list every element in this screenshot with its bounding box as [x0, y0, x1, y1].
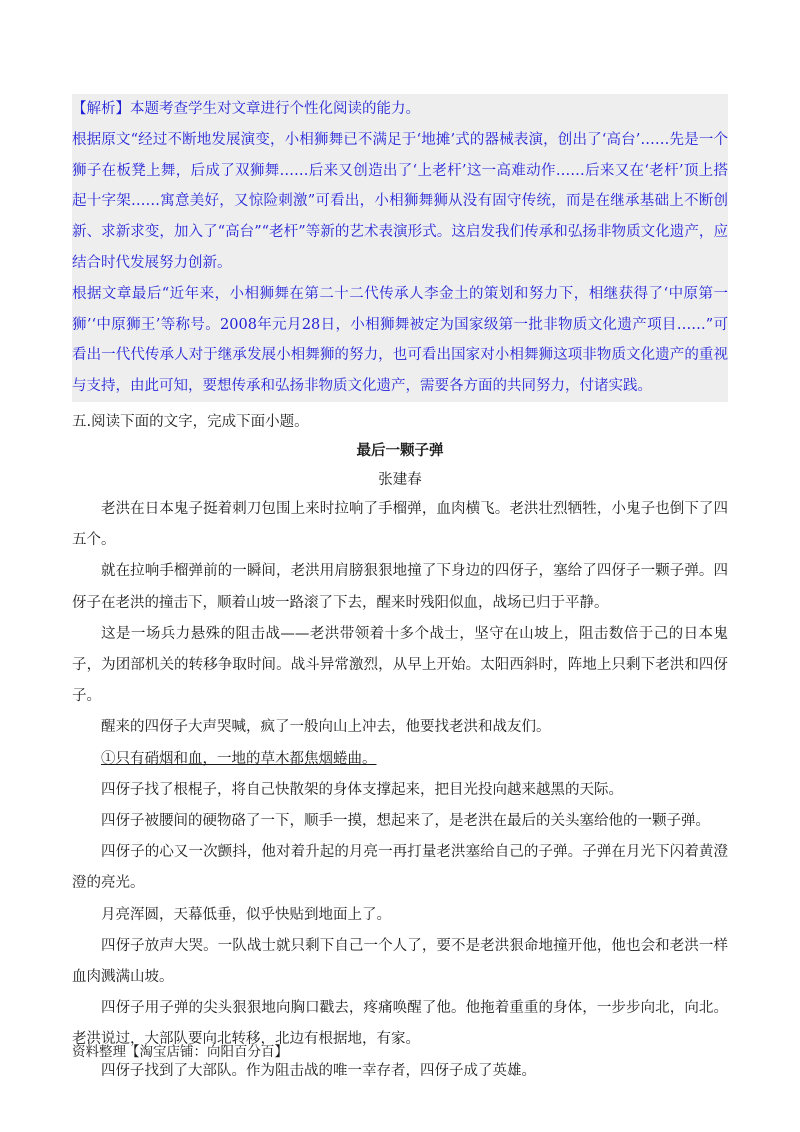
analysis-heading: 【解析】本题考查学生对文章进行个性化阅读的能力。 [72, 101, 420, 117]
story-paragraph: 四伢子找了根棍子，将自己快散架的身体支撑起来，把目光投向越来越黑的天际。 [101, 781, 623, 798]
story-paragraph: 醒来的四伢子大声哭喊，疯了一般向山上冲去，他要找老洪和战友们。 [101, 719, 551, 736]
story-title: 最后一颗子弹 [356, 442, 444, 459]
story-paragraph: 四伢子的心又一次颤抖，他对着升起的月亮一再打量老洪塞给自己的子弹。子弹在月光下闪着黄澄澄的亮光。 [72, 844, 728, 892]
story-body [72, 494, 728, 1087]
section-heading: 五.阅读下面的文字，完成下面小题。 [72, 414, 309, 430]
story-paragraph: 就在拉响手榴弹前的一瞬间，老洪用肩膀狠狠地撞了下身边的四伢子，塞给了四伢子一颗子弹。四伢子在老洪的撞击下，顺着山坡一路滚了下去，醒来时残阳似血，战场已归于平静。 [72, 563, 728, 611]
story-paragraph: 老洪在日本鬼子挺着刺刀包围上来时拉响了手榴弹，血肉横飞。老洪壮烈牺牲，小鬼子也倒下了四五个。 [72, 501, 728, 549]
story-paragraph: 这是一场兵力悬殊的阻击战——老洪带领着十多个战士，坚守在山坡上，阻击数倍于己的日本鬼子，为团部机关的转移争取时间。战斗异常激烈，从早上开始。太阳西斜时，阵地上只剩下老洪和四伢子。 [72, 625, 728, 705]
story-paragraph: 四伢子用子弹的尖头狠狠地向胸口戳去，疼痛唤醒了他。他拖着重重的身体，一步步向北，向北。老洪说过，大部队要向北转移，北边有根据地，有家。 [72, 1000, 728, 1048]
story-paragraph: 四伢子找到了大部队。作为阻击战的唯一幸存者，四伢子成了英雄。 [101, 1062, 536, 1079]
story-paragraph: 四伢子被腰间的硬物硌了一下，顺手一摸，想起来了，是老洪在最后的关头塞给他的一颗子弹。 [101, 813, 710, 830]
analysis-paragraph-2: 根据文章最后“近年来，小相狮舞在第二十二代传承人李金土的策划和努力下，相继获得了‘中原第一狮’‘中原狮王’等称号。2008年元月28日，小相狮舞被定为国家级第一批非物质文化遗产项目……”可看出一代代传承人对于继承发展小相舞狮的努力，也可看出国家对小相舞狮这项非物质文化遗产的重视与支持，由此可知，要想传承和弘扬非物质文化遗产，需要各方面的共同努力，付诸实践。 [72, 285, 728, 395]
underlined-sentence-text: ①只有硝烟和血，一地的草木都焦烟蜷曲。 [101, 750, 377, 767]
story-paragraph: 月亮浑圆，天幕低垂，似乎快贴到地面上了。 [101, 906, 391, 923]
footer-note: 资料整理【淘宝店铺：向阳百分百】 [72, 1044, 288, 1060]
underlined-sentence [72, 744, 728, 775]
analysis-paragraph-1: 根据原文“经过不断地发展演变，小相狮舞已不满足于‘地摊’式的器械表演，创出了‘高台’……先是一个狮子在板凳上舞，后成了双狮舞……后来又创造出了‘上老杆’这一高难动作……后来又在‘老杆’顶上搭起十字架……寓意美好，又惊险刺激”可看出，小相狮舞狮从没有固守传统，而是在继承基础上不断创新、求新求变，加入了“高台”“老杆”等新的艺术表演形式。这启发我们传承和弘扬非物质文化遗产，应结合时代发展努力创新。 [72, 131, 728, 271]
analysis-block [72, 94, 728, 402]
story-author: 张建春 [378, 472, 422, 488]
story-paragraph: 四伢子放声大哭。一队战士就只剩下自己一个人了，要不是老洪狠命地撞开他，他也会和老洪一样血肉溅满山坡。 [72, 937, 728, 986]
